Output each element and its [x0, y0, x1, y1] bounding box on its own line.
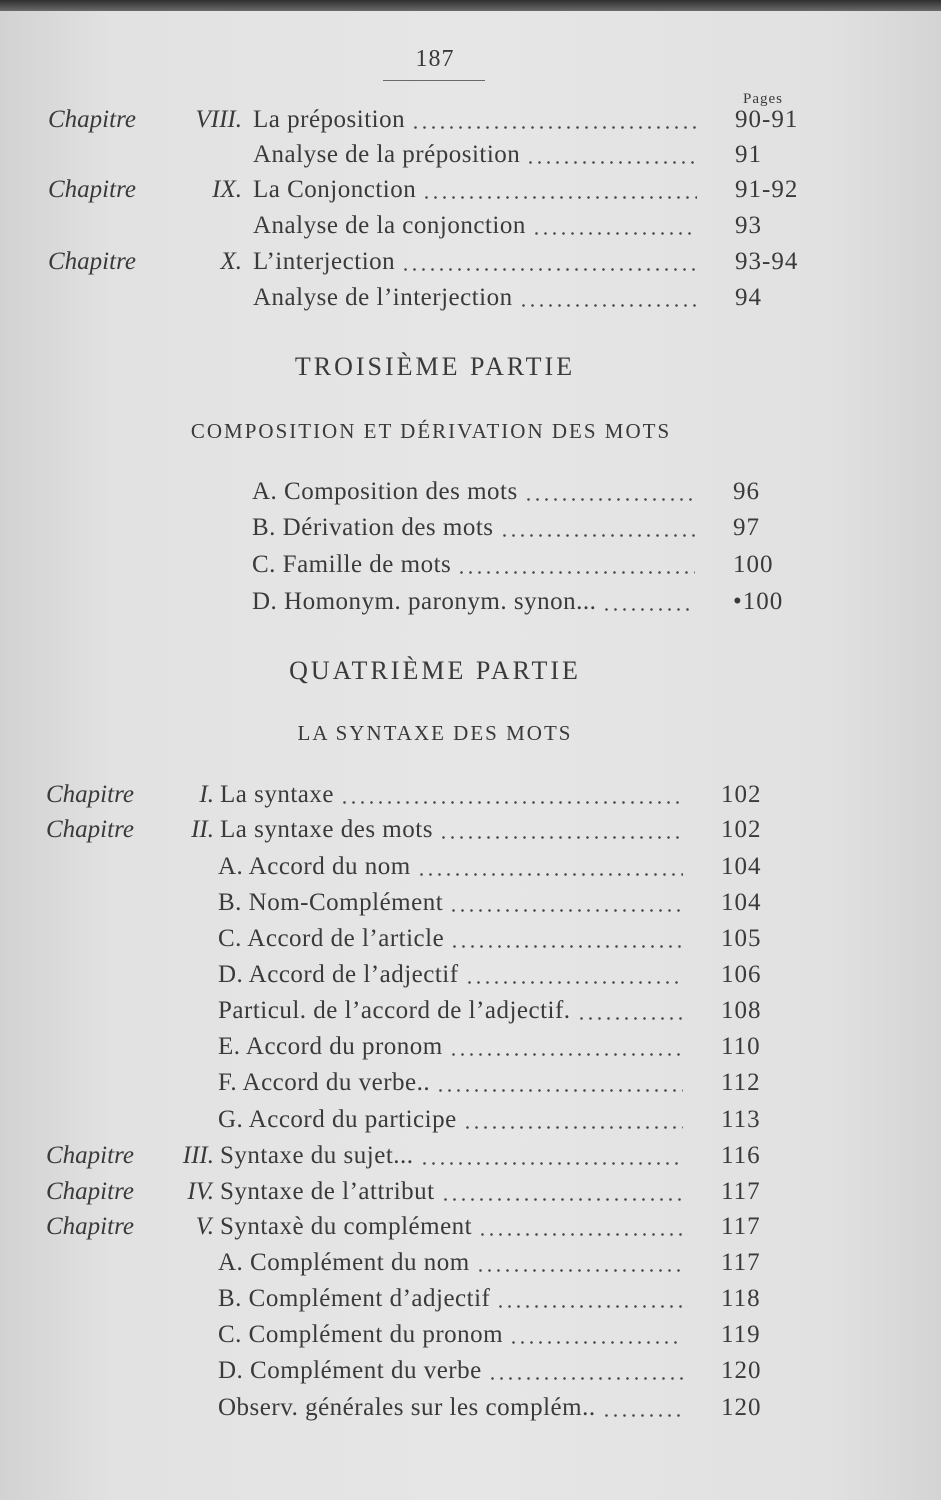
chapter-numeral: VIII. [195, 106, 242, 133]
toc-entry [0, 816, 941, 852]
chapter-numeral: X. [220, 248, 242, 275]
page-ref: 91-92 [735, 176, 799, 203]
page-ref: 113 [721, 1106, 761, 1133]
toc-entry [0, 141, 941, 177]
dot-leader [441, 1180, 683, 1202]
entry-title: La Conjonction [253, 176, 417, 203]
page-ref: 96 [733, 478, 760, 505]
toc-entry [0, 284, 941, 320]
entry-title: F. Accord du verbe.. [218, 1069, 431, 1096]
entry-title: C. Complément du pronom [218, 1321, 504, 1348]
toc-entry [0, 1249, 941, 1285]
toc-entry [0, 1069, 941, 1105]
dot-leader [488, 1359, 683, 1381]
part4-title: QUATRIÈME PARTIE [289, 656, 581, 685]
page-ref: 100 [733, 551, 774, 578]
entry-title: B. Nom-Complément [218, 889, 444, 916]
chapter-label: Chapitre [46, 781, 134, 808]
toc-entry [0, 1285, 941, 1321]
page-ref: 104 [721, 889, 762, 916]
page-ref: 104 [721, 853, 762, 880]
entry-title: A. Accord du nom [218, 853, 411, 880]
dot-leader [340, 783, 683, 805]
toc-entry [0, 961, 941, 997]
dot-leader [417, 855, 683, 877]
entry-title: Syntaxe de l’attribut [220, 1178, 435, 1205]
entry-title: Syntaxe du sujet... [220, 1142, 414, 1169]
chapter-numeral: I. [199, 781, 214, 808]
dot-leader [463, 1108, 683, 1130]
entry-title: Analyse de la conjonction [253, 212, 526, 239]
entry-title: La syntaxe des mots [220, 816, 433, 843]
dot-leader [401, 250, 697, 272]
page-ref: 93 [735, 212, 762, 239]
toc-entry [0, 176, 941, 212]
toc-entry [0, 212, 941, 248]
chapter-label: Chapitre [46, 816, 134, 843]
toc-entry [0, 478, 941, 514]
dot-leader [436, 1071, 683, 1093]
toc-entry [0, 1321, 941, 1357]
entry-title: B. Dérivation des mots [252, 514, 494, 541]
chapter-numeral: IV. [187, 1178, 214, 1205]
page-ref: 97 [733, 514, 760, 541]
toc-entry [0, 1357, 941, 1393]
entry-title: Analyse de l’interjection [253, 284, 513, 311]
dot-leader [500, 516, 695, 538]
page-ref: 93-94 [735, 248, 799, 275]
page-ref: 112 [721, 1069, 761, 1096]
page-top-edge [0, 0, 941, 11]
dot-leader [478, 1215, 683, 1237]
part3-title: TROISIÈME PARTIE [294, 352, 576, 381]
dot-leader [450, 927, 683, 949]
dot-leader [449, 1035, 683, 1057]
chapter-numeral: III. [182, 1142, 214, 1169]
toc-entry [0, 106, 941, 142]
toc-entry [0, 1178, 941, 1214]
entry-title: La préposition [253, 106, 406, 133]
entry-title: D. Complément du verbe [218, 1357, 482, 1384]
dot-leader [465, 963, 683, 985]
entry-title: Observ. générales sur les complém.. [218, 1394, 596, 1421]
entry-title: D. Accord de l’adjectif [218, 961, 459, 988]
page-ref: 110 [721, 1033, 761, 1060]
chapter-label: Chapitre [46, 1213, 134, 1240]
page-ref: 94 [735, 284, 762, 311]
toc-entry [0, 925, 941, 961]
page-ref: 102 [721, 781, 762, 808]
dot-leader [526, 143, 697, 165]
chapter-label: Chapitre [48, 106, 136, 133]
entry-title: A. Composition des mots [252, 478, 518, 505]
entry-title: La syntaxe [220, 781, 334, 808]
part4-subtitle: LA SYNTAXE DES MOTS [297, 721, 573, 745]
dot-leader [476, 1251, 683, 1273]
page-ref: 91 [735, 141, 762, 168]
toc-entry [0, 997, 941, 1033]
page-ref: 106 [721, 961, 762, 988]
entry-title: C. Accord de l’article [218, 925, 445, 952]
entry-title: A. Complément du nom [218, 1249, 470, 1276]
page-ref: •100 [733, 588, 784, 615]
entry-title: Particul. de l’accord de l’adjectif. [218, 997, 571, 1024]
page-ref: 108 [721, 997, 762, 1024]
entry-title: L’interjection [253, 248, 396, 275]
dot-leader [602, 1396, 683, 1418]
dot-leader [524, 480, 695, 502]
page-ref: 116 [721, 1142, 761, 1169]
dot-leader [532, 214, 697, 236]
chapter-numeral: II. [191, 816, 214, 843]
entry-title: Syntaxè du complément [220, 1213, 473, 1240]
toc-entry [0, 1106, 941, 1142]
dot-leader [411, 108, 697, 130]
toc-entry [0, 781, 941, 817]
part3-subtitle: COMPOSITION ET DÉRIVATION DES MOTS [190, 419, 672, 443]
entry-title: E. Accord du pronom [218, 1033, 443, 1060]
dot-leader [422, 178, 697, 200]
chapter-label: Chapitre [48, 176, 136, 203]
dot-leader [496, 1287, 683, 1309]
toc-entry [0, 514, 941, 550]
dot-leader [577, 999, 683, 1021]
page-ref: 117 [721, 1178, 761, 1205]
chapter-label: Chapitre [48, 248, 136, 275]
chapter-label: Chapitre [46, 1142, 134, 1169]
dot-leader [509, 1323, 683, 1345]
entry-title: C. Famille de mots [252, 551, 452, 578]
entry-title: G. Accord du participe [218, 1106, 457, 1133]
page-number-rule [383, 80, 485, 81]
toc-entry [0, 248, 941, 284]
toc-entry [0, 889, 941, 925]
toc-entry [0, 1033, 941, 1069]
toc-entry [0, 853, 941, 889]
entry-title: D. Homonym. paronym. synon... [252, 588, 597, 615]
toc-entry [0, 1213, 941, 1249]
entry-title: B. Complément d’adjectif [218, 1285, 491, 1312]
pages-column-header: Pages [743, 91, 783, 107]
dot-leader [602, 590, 695, 612]
dot-leader [420, 1144, 683, 1166]
page-number: 187 [415, 46, 455, 72]
page-ref: 120 [721, 1394, 762, 1421]
dot-leader [519, 286, 697, 308]
dot-leader [449, 891, 683, 913]
page-ref: 105 [721, 925, 762, 952]
entry-title: Analyse de la préposition [253, 141, 521, 168]
page-ref: 117 [721, 1213, 761, 1240]
dot-leader [457, 553, 695, 575]
toc-entry [0, 1394, 941, 1430]
dot-leader [439, 818, 683, 840]
chapter-numeral: IX. [212, 176, 242, 203]
page-ref: 102 [721, 816, 762, 843]
chapter-numeral: V. [195, 1213, 214, 1240]
toc-entry [0, 1142, 941, 1178]
page-ref: 118 [721, 1285, 761, 1312]
page-ref: 117 [721, 1249, 761, 1276]
chapter-label: Chapitre [46, 1178, 134, 1205]
page-ref: 90-91 [735, 106, 799, 133]
page-ref: 120 [721, 1357, 762, 1384]
toc-entry [0, 588, 941, 624]
page-ref: 119 [721, 1321, 761, 1348]
toc-entry [0, 551, 941, 587]
